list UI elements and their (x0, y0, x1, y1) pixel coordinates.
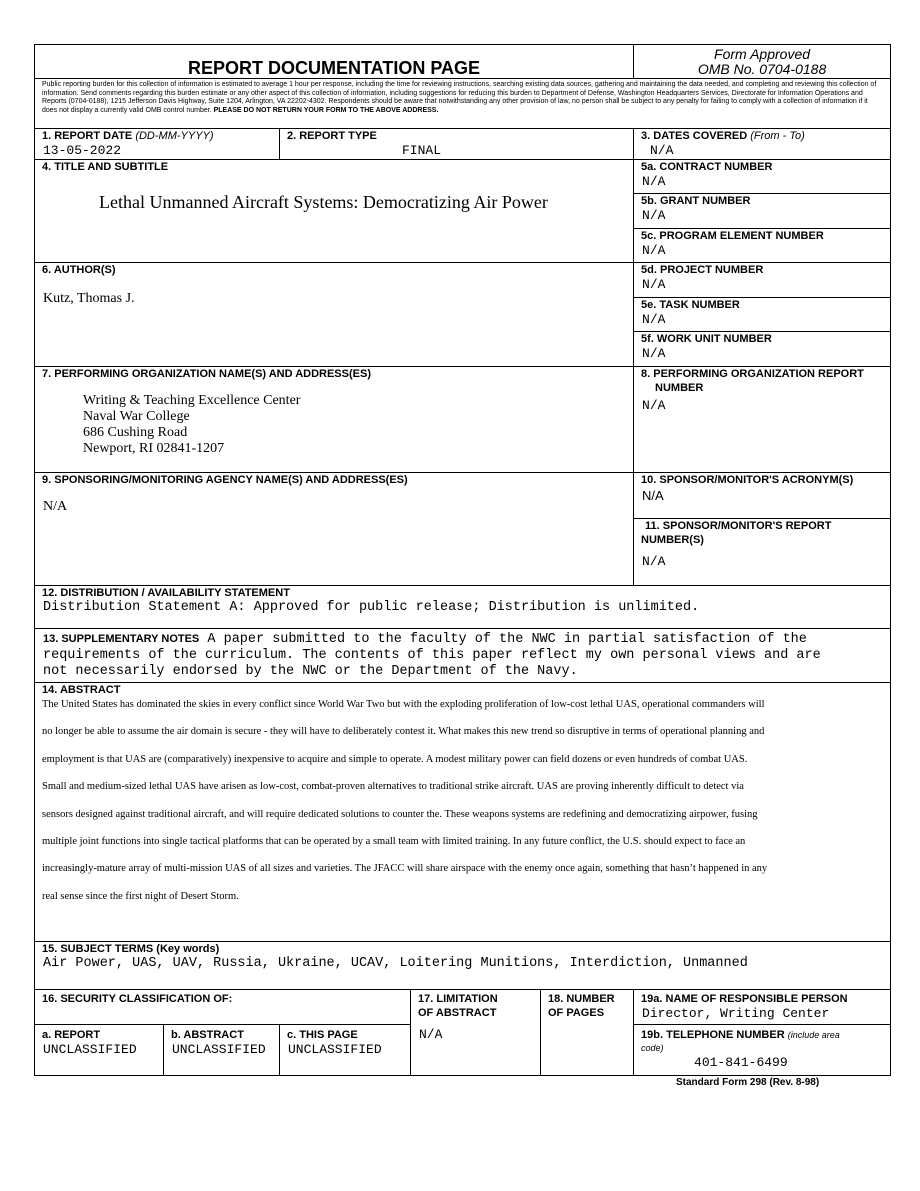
project-number-label: 5d. PROJECT NUMBER (641, 264, 764, 276)
grant-number-label: 5b. GRANT NUMBER (641, 195, 751, 207)
work-unit-value: N/A (642, 346, 666, 361)
responsible-person-label: 19a. NAME OF RESPONSIBLE PERSON (641, 993, 848, 1005)
title-subtitle-label: 4. TITLE AND SUBTITLE (42, 161, 169, 173)
work-unit-label: 5f. WORK UNIT NUMBER (641, 333, 772, 345)
supplementary-line: A paper submitted to the faculty of the NWC in partial satisfaction of the (207, 632, 807, 647)
sponsor-report-value: N/A (642, 554, 666, 569)
report-class-value: UNCLASSIFIED (43, 1042, 137, 1057)
report-type-value: FINAL (402, 143, 442, 158)
project-number-cell (634, 263, 891, 298)
abstract-line: Small and medium-sized lethal UAS have arisen as low-cost, combat-proven alternatives to traditional strike aircraft. UAS are proving inherently difficult to detect via (42, 781, 744, 793)
distribution-value: Distribution Statement A: Approved for public release; Distribution is unlimited. (43, 600, 700, 615)
abstract-line: employment is that UAS are (comparatively) inexpensive to acquire and simple to operate. A modest military power can field dozens or even hundreds of combat UAS. (42, 753, 748, 765)
abstract-class-label: b. ABSTRACT (171, 1029, 244, 1041)
address-line: Newport, RI 02841-1207 (83, 441, 225, 456)
address-line: Naval War College (83, 409, 190, 424)
number-of-pages-cell (541, 990, 634, 1076)
burden-notice: PLEASE DO NOT RETURN YOUR FORM TO THE ABOVE ADDRESS. (213, 106, 439, 114)
sponsoring-agency-cell (35, 473, 634, 586)
telephone-value: 401-841-6499 (694, 1055, 788, 1070)
contract-number-value: N/A (642, 174, 666, 189)
supplementary-notes-cell (35, 629, 891, 683)
sponsor-report-label-2: NUMBER(S) (641, 534, 704, 546)
report-type-label: 2. REPORT TYPE (287, 130, 377, 142)
this-page-class-cell (280, 1025, 411, 1076)
form-approved-label: Form Approved (714, 46, 811, 62)
abstract-line: increasingly-mature array of multi-mission UAS of all sizes and varieties. The JFACC will share airspace with the enemy once again, something that hasn’t happened in any (42, 863, 768, 875)
supplementary-notes (35, 629, 890, 680)
this-page-class-label: c. THIS PAGE (287, 1029, 358, 1041)
report-class-label: a. REPORT (42, 1029, 101, 1041)
distribution-cell (35, 586, 891, 629)
telephone-hint: code) (641, 1043, 664, 1053)
performing-org-report-label: 8. PERFORMING ORGANIZATION REPORT (641, 368, 864, 380)
sponsor-acronym-cell (634, 473, 891, 519)
sponsor-acronym-value: N/A (642, 488, 664, 503)
limitation-label: 17. LIMITATION (418, 993, 498, 1005)
dates-covered-cell (634, 129, 891, 160)
abstract-line: The United States has dominated the skies in every conflict since World War Two but with the exploding proliferation of low-cost lethal UAS, operational commanders will (42, 699, 765, 710)
report-documentation-form (34, 44, 891, 1076)
form-title: REPORT DOCUMENTATION PAGE (188, 58, 481, 78)
abstract-line: real sense since the first night of Desert Storm. (42, 890, 239, 902)
omb-number: OMB No. 0704-0188 (697, 61, 827, 77)
number-of-pages-label-2: OF PAGES (548, 1007, 605, 1019)
responsible-person-value: Director, Writing Center (642, 1006, 830, 1021)
project-number-value: N/A (642, 277, 666, 292)
program-element-label: 5c. PROGRAM ELEMENT NUMBER (641, 230, 824, 242)
limitation-label-2: OF ABSTRACT (418, 1007, 497, 1019)
task-number-cell (634, 298, 891, 332)
grant-number-cell (634, 194, 891, 229)
subject-terms-label: 15. SUBJECT TERMS (Key words) (42, 943, 220, 955)
distribution-label: 12. DISTRIBUTION / AVAILABILITY STATEMENT (42, 587, 290, 599)
abstract-class-value: UNCLASSIFIED (172, 1042, 266, 1057)
form-footer: Standard Form 298 (Rev. 8-98) (676, 1077, 820, 1088)
program-element-value: N/A (642, 243, 666, 258)
number-of-pages-label: 18. NUMBER (548, 993, 615, 1005)
supplementary-line: not necessarily endorsed by the NWC or the Department of the Navy. (43, 664, 578, 679)
title-subtitle-cell (35, 160, 634, 263)
abstract-cell (35, 683, 891, 942)
grant-number-value: N/A (642, 208, 666, 223)
sponsor-acronym-label: 10. SPONSOR/MONITOR'S ACRONYM(S) (641, 474, 854, 486)
task-number-label: 5e. TASK NUMBER (641, 299, 740, 311)
abstract-class-cell (164, 1025, 280, 1076)
performing-org-report-value: N/A (642, 398, 666, 413)
burden-statement (35, 79, 890, 116)
program-element-cell (634, 229, 891, 263)
telephone-cell (634, 1025, 891, 1076)
omb-cell (634, 45, 891, 79)
limitation-cell (411, 990, 541, 1076)
performing-org-address (35, 381, 633, 457)
authors-label: 6. AUTHOR(S) (42, 264, 116, 276)
abstract-label: 14. ABSTRACT (42, 684, 121, 696)
dates-covered-label: 3. DATES COVERED (From - To) (641, 130, 805, 142)
contract-number-label: 5a. CONTRACT NUMBER (641, 161, 773, 173)
performing-org-report-cell (634, 367, 891, 473)
report-date-cell (35, 129, 280, 160)
burden-text: Public reporting burden for this collection of information is estimated to average 1 hour per response, including the time for reviewing instructions, searching existing data sources, gathering and maintaining the data needed, and completing and reviewing this collection of information. Send comments regarding this burden estimate or any other aspect of this collection of information, including suggestions for reducing this burden to Department of Defense, Washington Headquarters Services, Directorate for Information Operations and Reports (0704-0188), 1215 Jefferson Davis Highway, Suite 1204, Arlington, VA 22202-4302. Respondents should be aware that notwithstanding any other provision of law, no person shall be subject to any penalty for failing to comply with a collection of information if it does not display a currently valid OMB control number. (42, 81, 877, 114)
subject-terms-cell (35, 942, 891, 990)
sponsor-report-cell (634, 519, 891, 586)
sponsoring-agency-value: N/A (43, 499, 68, 514)
report-type-cell (280, 129, 634, 160)
security-classification-label: 16. SECURITY CLASSIFICATION OF: (42, 993, 233, 1005)
security-classification-cell (35, 990, 411, 1025)
abstract-line: sensors designed against traditional aircraft, and will require dedicated solutions to counter the. These weapons systems are redefining and democratizing airpower, fusing (42, 808, 758, 820)
authors-cell (35, 263, 634, 367)
performing-org-label: 7. PERFORMING ORGANIZATION NAME(S) AND ADDRESS(ES) (42, 368, 371, 380)
task-number-value: N/A (642, 312, 666, 327)
sponsoring-agency-label: 9. SPONSORING/MONITORING AGENCY NAME(S) AND ADDRESS(ES) (42, 474, 408, 486)
abstract-line: no longer be able to assume the air domain is secure - they will have to deliberately contest it. What makes this new trend so disruptive in terms of operational planning and (42, 726, 765, 738)
report-date-label: 1. REPORT DATE (DD-MM-YYYY) (42, 130, 214, 142)
performing-org-cell (35, 367, 634, 473)
address-line: 686 Cushing Road (83, 425, 188, 440)
contract-number-cell (634, 160, 891, 194)
work-unit-cell (634, 332, 891, 367)
address-line: Writing & Teaching Excellence Center (83, 393, 301, 408)
supplementary-line: requirements of the curriculum. The contents of this paper reflect my own personal views and are (43, 648, 821, 663)
author-name: Kutz, Thomas J. (43, 291, 135, 306)
sponsor-report-label: 11. SPONSOR/MONITOR'S REPORT (645, 520, 832, 532)
report-title: Lethal Unmanned Aircraft Systems: Democratizing Air Power (99, 192, 548, 212)
abstract-line: multiple joint functions into single tactical platforms that can be operated by a small team with limited training. In any future conflict, the U.S. should expect to face an (42, 836, 746, 848)
performing-org-report-label-2: NUMBER (655, 382, 704, 394)
responsible-person-cell (634, 990, 891, 1025)
this-page-class-value: UNCLASSIFIED (288, 1042, 382, 1057)
dates-covered-value: N/A (650, 143, 674, 158)
form-title-cell (35, 45, 634, 79)
limitation-value: N/A (419, 1027, 443, 1042)
supplementary-notes-label: 13. SUPPLEMENTARY NOTES (43, 633, 200, 645)
report-date-value: 13-05-2022 (43, 143, 122, 158)
report-class-cell (35, 1025, 164, 1076)
abstract-text (35, 691, 890, 910)
burden-statement-cell (35, 79, 891, 129)
telephone-label: 19b. TELEPHONE NUMBER (include area (641, 1029, 840, 1041)
subject-terms-value: Air Power, UAS, UAV, Russia, Ukraine, UCAV, Loitering Munitions, Interdiction, Unmanned (43, 956, 748, 971)
